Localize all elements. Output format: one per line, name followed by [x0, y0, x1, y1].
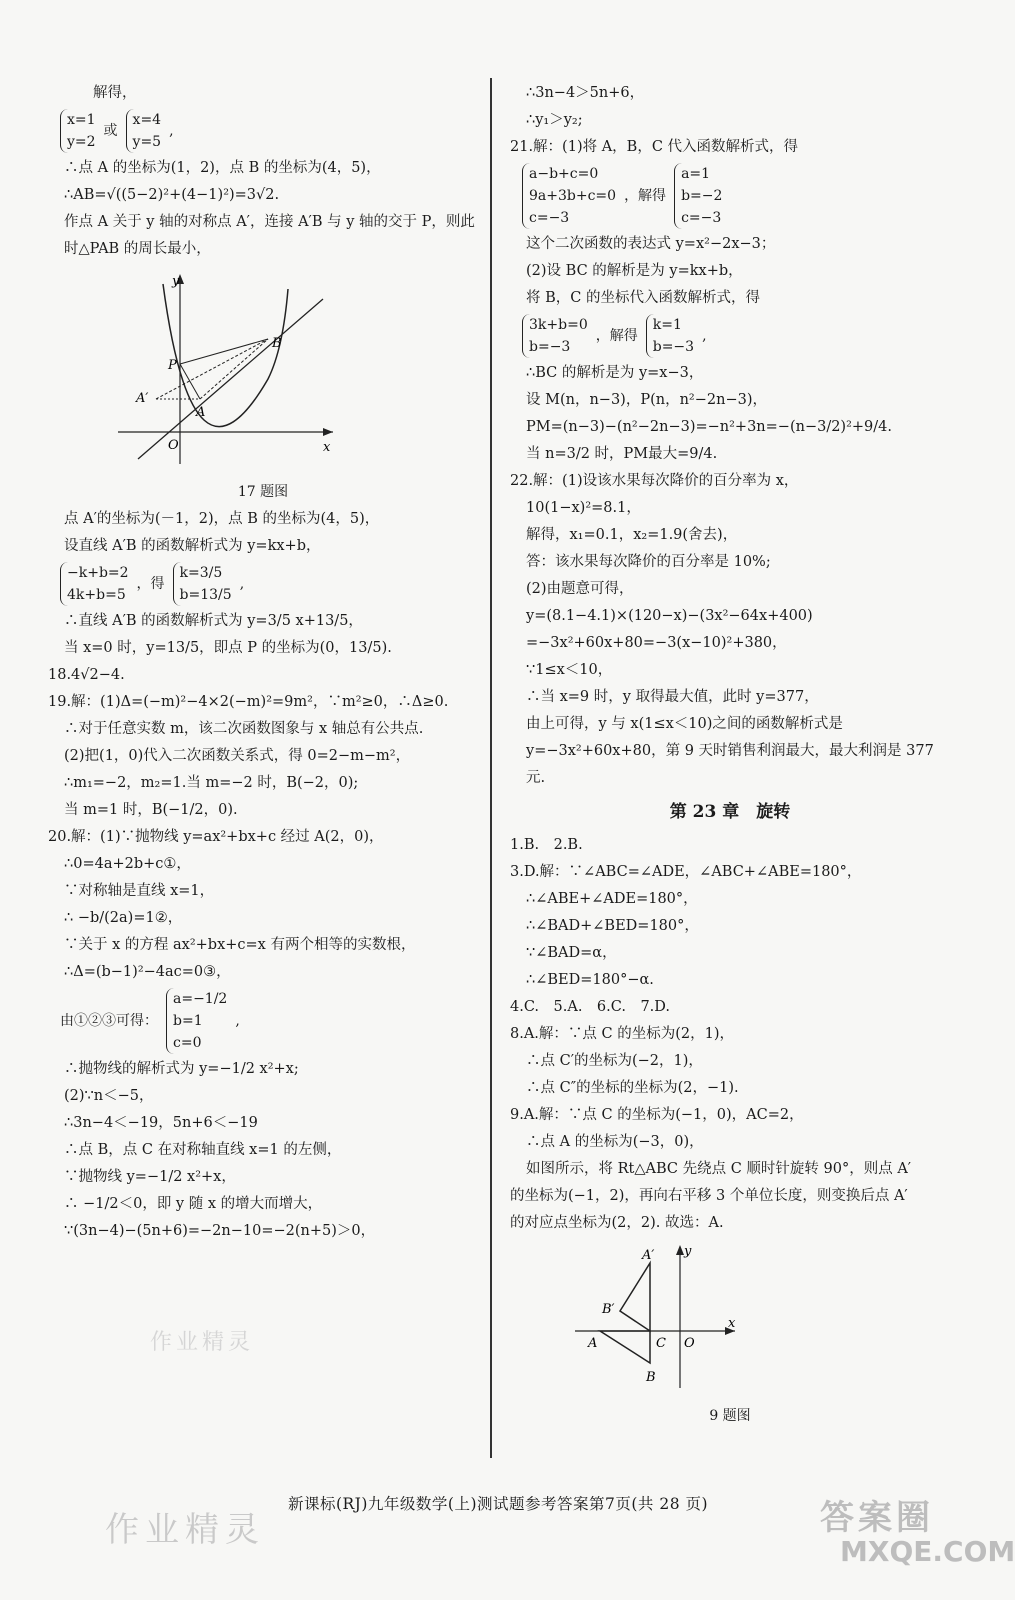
text-line: ∴∠BED=180°−α. [526, 972, 654, 988]
system-suffix: , [169, 122, 174, 139]
fig17-aprime-label: A′ [136, 391, 149, 406]
system-suffix: , [235, 1012, 240, 1029]
equation: a=1 [681, 166, 711, 182]
equation: x=4 [132, 112, 162, 128]
system-prefix: 由①②③可得： [60, 1012, 158, 1029]
equation: y=2 [67, 134, 96, 150]
text-line: 20.解：(1)∵抛物线 y=ax²+bx+c 经过 A(2，0)， [48, 829, 384, 845]
text-line: ∴当 x=9 时，y 取得最大值，此时 y=377， [526, 689, 819, 705]
fig9-aprime-label: A′ [642, 1248, 655, 1263]
text-line: (2)由题意可得， [526, 581, 634, 597]
watermark-mid: 作业精灵 [150, 1330, 255, 1355]
equation: b=1 [173, 1013, 203, 1029]
text-line: 4.C. 5.A. 6.C. 7.D. [510, 999, 671, 1015]
text-line: ∴点 C″的坐标的坐标为(2，−1). [526, 1080, 739, 1096]
figure-9-graph [570, 1243, 740, 1393]
text-line: 21.解：(1)将 A，B，C 代入函数解析式，得 [510, 139, 799, 155]
text-line: y=(8.1−4.1)×(120−x)−(3x²−64x+400) [526, 608, 813, 624]
text-line: 将 B，C 的坐标代入函数解析式，得 [526, 290, 760, 306]
text-line: (2)设 BC 的解析是为 y=kx+b， [526, 263, 743, 279]
brace-group [126, 109, 162, 153]
text-line: ∴∠BAD+∠BED=180°， [526, 918, 699, 934]
text-line: 解得， [64, 85, 137, 101]
fig9-origin-label: O [684, 1336, 695, 1351]
equation-system [522, 314, 950, 358]
brace-group [522, 163, 616, 229]
text-line: PM=(n−3)−(n²−2n−3)=−n²+3n=−(n−3/2)²+9/4. [526, 419, 892, 435]
text-line: ∴y₁＞y₂; [526, 112, 583, 128]
text-line: 9.A.解：∵点 C 的坐标为(−1，0)，AC=2， [510, 1107, 804, 1123]
text-line: 1.B. 2.B. [510, 837, 583, 853]
text-line: (2)∵n＜−5， [64, 1088, 154, 1104]
text-line: ∴0=4a+2b+c①， [64, 856, 191, 872]
text-line: ∴点 A 的坐标为(1，2)，点 B 的坐标为(4，5)， [64, 160, 381, 176]
system-joiner: ，解得 [624, 187, 667, 204]
equation: k=1 [652, 317, 682, 333]
text-line: 由上可得，y 与 x(1≤x＜10)之间的函数解析式是 [526, 716, 843, 732]
text-line: 当 n=3/2 时，PM最大=9/4. [526, 446, 718, 462]
text-line: ∴BC 的解析是为 y=x−3， [526, 365, 704, 381]
text-line: =−3x²+60x+80=−3(x−10)²+380， [526, 635, 787, 651]
text-line: ∴点 C′的坐标为(−2，1)， [526, 1053, 703, 1069]
text-line: ∴点 A 的坐标为(−3，0)， [526, 1134, 704, 1150]
text-line: 19.解：(1)Δ=(−m)²−4×2(−m)²=9m²，∵m²≥0，∴Δ≥0. [48, 694, 449, 710]
brace-group [674, 163, 722, 229]
column-divider [490, 78, 492, 1458]
watermark-right: 答案圈 [820, 1498, 934, 1538]
watermark-site: MXQE.COM [840, 1535, 1015, 1568]
figure [108, 269, 478, 479]
fig17-x-label: x [323, 440, 331, 455]
text-line: ∴ −1/2＜0，即 y 随 x 的增大而增大， [64, 1196, 323, 1212]
text-line: ∵关于 x 的方程 ax²+bx+c=x 有两个相等的实数根， [64, 937, 416, 953]
text-line: 解得，x₁=0.1，x₂=1.9(舍去)， [526, 527, 738, 543]
figure-caption: 9 题图 [709, 1408, 751, 1424]
equation: b=13/5 [179, 587, 232, 603]
system-joiner: 或 [103, 122, 118, 139]
system-suffix: , [702, 327, 707, 344]
fig9-y-label: y [684, 1244, 692, 1259]
equation: b=−3 [529, 339, 571, 355]
equation: k=3/5 [179, 565, 223, 581]
equation: 9a+3b+c=0 [529, 188, 617, 204]
text-line: 的坐标为(−1，2)，再向右平移 3 个单位长度，则变换后点 A′ [510, 1188, 908, 1204]
text-line: 答：该水果每次降价的百分率是 10%; [526, 554, 771, 570]
fig17-origin-label: O [168, 438, 179, 453]
equation: b=−2 [681, 188, 723, 204]
text-line: ∴Δ=(b−1)²−4ac=0③， [64, 964, 231, 980]
fig9-a-label: A [588, 1336, 598, 1351]
fig9-bprime-label: B′ [602, 1302, 615, 1317]
text-line: 如图所示，将 Rt△ABC 先绕点 C 顺时针旋转 90°，则点 A′ [526, 1161, 912, 1177]
fig9-c-label: C [656, 1336, 666, 1351]
fig9-x-label: x [728, 1316, 736, 1331]
text-line: ∵1≤x＜10， [526, 662, 613, 678]
equation: a=−1/2 [173, 991, 228, 1007]
brace-group [522, 314, 588, 358]
equation: −k+b=2 [67, 565, 129, 581]
text-line: 当 m=1 时，B(−1/2，0). [64, 802, 238, 818]
system-suffix: , [239, 575, 245, 592]
equation: c=−3 [681, 210, 722, 226]
text-line: 当 x=0 时，y=13/5，即点 P 的坐标为(0，13/5). [64, 640, 392, 656]
fig17-a-label: A [196, 405, 206, 420]
brace-group [166, 988, 227, 1054]
text-line: y=−3x²+60x+80，第 9 天时销售利润最大，最大利润是 377 [526, 743, 934, 759]
brace-group [173, 562, 232, 606]
text-line: ∴AB=√((5−2)²+(4−1)²)=3√2. [64, 187, 280, 203]
brace-group [60, 109, 96, 153]
text-line: ∵抛物线 y=−1/2 x²+x， [64, 1169, 236, 1185]
left-column [48, 80, 478, 1245]
watermark-left: 作业精灵 [105, 1510, 265, 1550]
system-joiner: ，得 [136, 575, 165, 592]
fig17-y-label: y [172, 274, 180, 289]
text-line: ∴m₁=−2，m₂=1.当 m=−2 时，B(−2，0); [64, 775, 359, 791]
text-line: ∴直线 A′B 的函数解析式为 y=3/5 x+13/5， [64, 613, 363, 629]
chapter-heading: 第 23 章 旋转 [669, 802, 791, 822]
text-line: 22.解：(1)设该水果每次降价的百分率为 x， [510, 473, 799, 489]
text-line: ∴ −b/(2a)=1②， [64, 910, 183, 926]
text-line: 元. [526, 770, 546, 786]
text-line: ∵(3n−4)−(5n+6)=−2n−10=−2(n+5)＞0， [64, 1223, 376, 1239]
text-line: 时△PAB 的周长最小， [64, 241, 211, 257]
fig17-b-label: B [272, 336, 282, 351]
fig9-b-label: B [646, 1370, 656, 1385]
brace-group [646, 314, 694, 358]
fig17-p-label: P [168, 358, 177, 373]
text-line: ∴抛物线的解析式为 y=−1/2 x²+x; [64, 1061, 299, 1077]
figure-17-graph [108, 269, 338, 469]
text-line: 这个二次函数的表达式 y=x²−2x−3； [526, 236, 776, 252]
equation: a−b+c=0 [529, 166, 599, 182]
text-line: 点 A′的坐标为(－1，2)，点 B 的坐标为(4，5)， [64, 511, 380, 527]
text-line: 10(1−x)²=8.1， [526, 500, 641, 516]
equation-system [60, 562, 478, 606]
text-line: 设 M(n，n−3)，P(n，n²−2n−3)， [526, 392, 767, 408]
text-line: 作点 A 关于 y 轴的对称点 A′，连接 A′B 与 y 轴的交于 P，则此 [64, 214, 475, 230]
equation: b=−3 [652, 339, 695, 355]
text-line: ∵对称轴是直线 x=1， [64, 883, 215, 899]
equation: 3k+b=0 [529, 317, 588, 333]
equation: c=0 [173, 1035, 202, 1051]
equation: c=−3 [529, 210, 570, 226]
text-line: 8.A.解：∵点 C 的坐标为(2，1)， [510, 1026, 734, 1042]
figure [570, 1243, 950, 1403]
system-joiner: ，解得 [595, 327, 638, 344]
figure-caption: 17 题图 [237, 484, 289, 500]
equation: x=1 [67, 112, 96, 128]
text-line: ∴对于任意实数 m，该二次函数图象与 x 轴总有公共点. [64, 721, 424, 737]
equation-system [60, 988, 478, 1054]
text-line: ∴点 B，点 C 在对称轴直线 x=1 的左侧， [64, 1142, 342, 1158]
text-line: ∴3n−4＞5n+6， [526, 85, 645, 101]
text-line: (2)把(1，0)代入二次函数关系式，得 0=2−m−m²， [64, 748, 411, 764]
text-line: 设直线 A′B 的函数解析式为 y=kx+b， [64, 538, 321, 554]
text-line: 3.D.解：∵∠ABC=∠ADE，∠ABC+∠ABE=180°， [510, 864, 862, 880]
equation-system [522, 163, 950, 229]
text-line: 18.4√2−4. [48, 667, 125, 683]
brace-group [60, 562, 129, 606]
text-line: ∴3n−4＜−19，5n+6＜−19 [64, 1115, 258, 1131]
equation: y=5 [132, 134, 162, 150]
text-line: ∴∠ABE+∠ADE=180°， [526, 891, 698, 907]
equation-system [60, 109, 478, 153]
right-column [510, 80, 950, 1430]
text-line: ∵∠BAD=α， [526, 945, 617, 961]
page-footer: 新课标(RJ)九年级数学(上)测试题参考答案第7页(共 28 页) [287, 1495, 709, 1513]
equation: 4k+b=5 [67, 587, 126, 603]
text-line: 的对应点坐标为(2，2). 故选：A. [510, 1215, 724, 1231]
